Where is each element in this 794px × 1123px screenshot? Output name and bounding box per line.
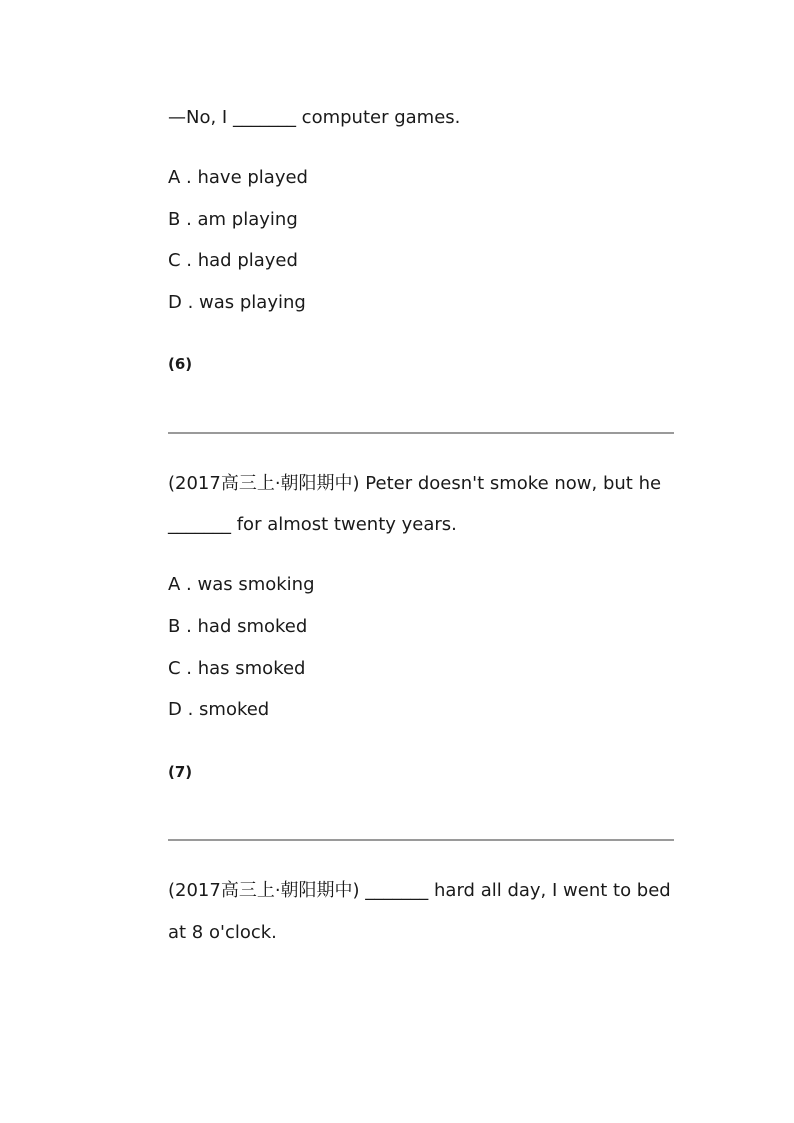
question-7-stem-line-2: at 8 o'clock. [168,922,277,943]
question-5-option-b: B . am playing [168,209,298,230]
question-6-stem-line-1: (2017高三上·朝阳期中) Peter doesn't smoke now, but he [168,473,662,494]
question-6-option-a: A . was smoking [168,574,315,595]
question-6-option-c: C . has smoked [168,658,306,679]
question-6-stem-line-2: _______ for almost twenty years. [168,514,457,535]
question-6-option-d: D . smoked [168,699,270,720]
question-5-option-c: C . had played [168,250,298,271]
question-6-option-b: B . had smoked [168,616,308,637]
question-6-number: (6) [168,355,193,373]
question-5-stem-line: —No, I _______ computer games. [168,107,461,128]
question-7-stem-line-1: (2017高三上·朝阳期中) _______ hard all day, I went to bed [168,880,671,901]
divider-rule [168,432,674,434]
question-5-option-a: A . have played [168,167,308,188]
question-7-number: (7) [168,763,193,781]
divider-rule [168,839,674,841]
question-5-option-d: D . was playing [168,292,306,313]
